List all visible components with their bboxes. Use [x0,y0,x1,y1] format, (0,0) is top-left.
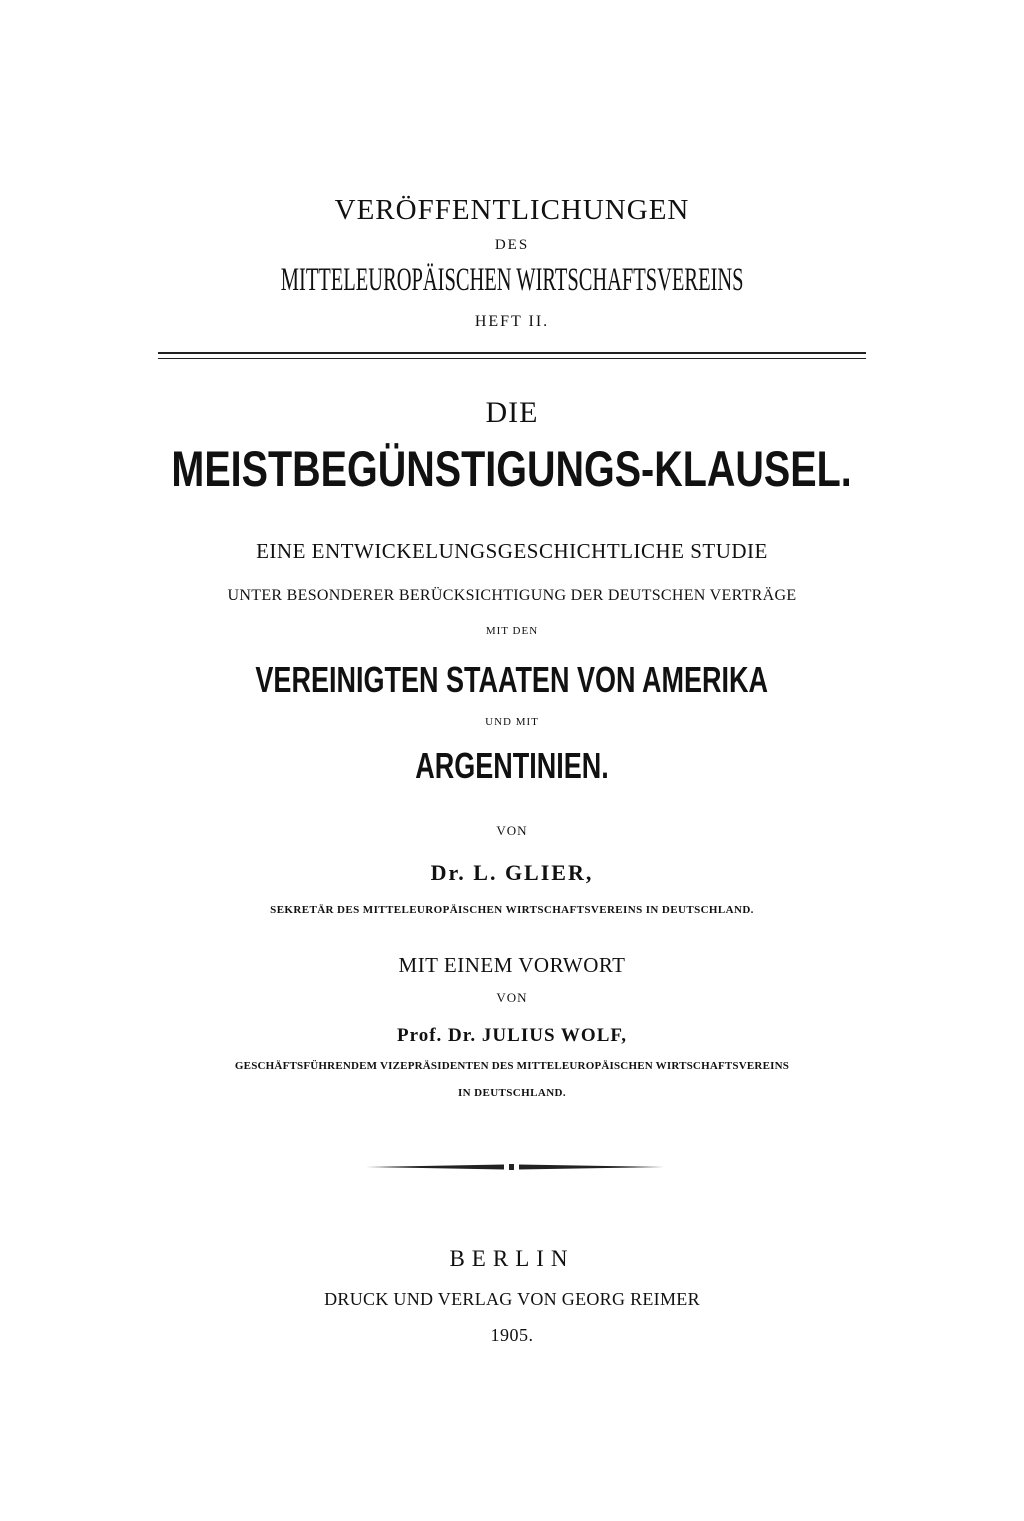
foreword-author-position-line1: GESCHÄFTSFÜHRENDEM VIZEPRÄSIDENTEN DES MITTELEUROPÄISCHEN WIRTSCHAFTSVEREINS [234,1060,790,1072]
main-title-text: MEISTBEGÜNSTIGUNGS-KLAUSEL. [171,441,853,497]
author-name: Dr. L. GLIER, [430,860,594,885]
subtitle-country2 [0,745,1024,786]
subtitle-line3: MIT DEN [485,625,539,637]
subtitle-country1 [0,659,1024,700]
series-title-line2: DES [494,237,530,253]
subtitle-country1-text: VEREINIGTEN STAATEN VON AMERIKA [255,659,769,700]
series-issue: HEFT II. [474,313,550,330]
foreword-author-position-line2: IN DEUTSCHLAND. [457,1087,567,1099]
series-title-line3 [0,264,1024,297]
title-article: DIE [485,396,539,429]
ornament-divider [366,1160,664,1172]
author-position: SEKRETÄR DES MITTELEUROPÄISCHEN WIRTSCHAFTSVEREINS IN DEUTSCHLAND. [270,904,754,916]
subtitle-country2-text: ARGENTINIEN. [415,745,609,786]
subtitle-connector: UND MIT [485,716,539,728]
ornament-divider-icon [366,1161,664,1173]
author-by: VON [496,823,528,838]
imprint-city: BERLIN [449,1246,575,1271]
subtitle-line1: EINE ENTWICKELUNGSGESCHICHTLICHE STUDIE [256,539,768,563]
foreword-by: VON [496,990,528,1005]
imprint-publisher: DRUCK UND VERLAG VON GEORG REIMER [324,1289,700,1309]
header-rule-top [158,352,866,354]
subtitle-line2: UNTER BESONDERER BERÜCKSICHTIGUNG DER DEUTSCHEN VERTRÄGE [227,587,797,604]
main-title [0,441,1024,497]
foreword-author-name: Prof. Dr. JULIUS WOLF, [397,1025,627,1046]
series-title-line1: VERÖFFENTLICHUNGEN [334,194,690,226]
header-rule-bottom [158,358,866,359]
foreword-heading: MIT EINEM VORWORT [398,953,626,977]
series-association-name: MITTELEUROPÄISCHEN WIRTSCHAFTSVEREINS [280,262,744,298]
imprint-year: 1905. [490,1325,534,1345]
